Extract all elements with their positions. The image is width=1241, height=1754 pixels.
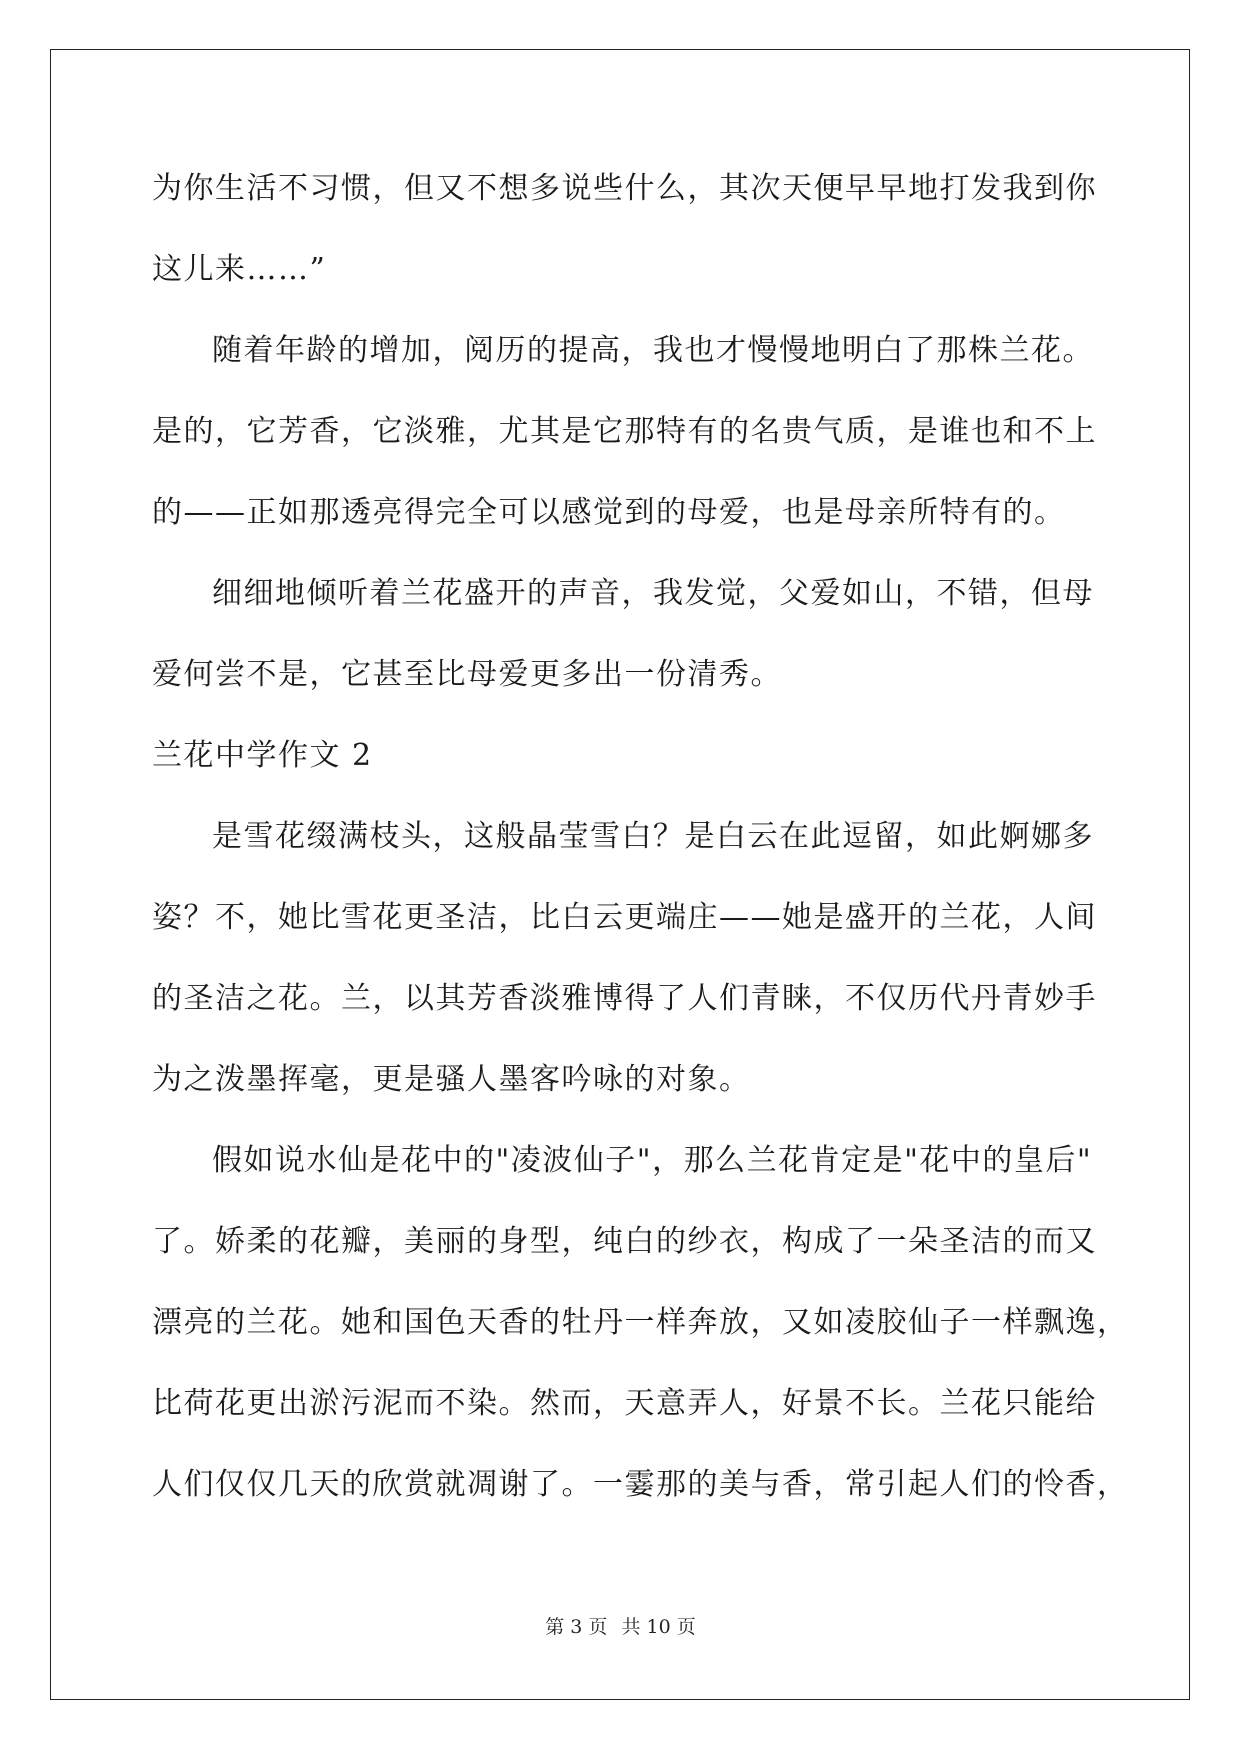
text-line: 的圣洁之花。兰，以其芳香淡雅博得了人们青睐，不仅历代丹青妙手	[152, 981, 1097, 1016]
text-line: 爱何尝不是，它甚至比母爱更多出一份清秀。	[152, 657, 782, 692]
page-footer	[0, 1612, 1241, 1639]
document-body	[152, 148, 1129, 1525]
page-number: 第 3 页	[545, 1616, 608, 1638]
text-line: 是的，它芳香，它淡雅，尤其是它那特有的名贵气质，是谁也和不上	[152, 414, 1097, 449]
text-line: 姿？不，她比雪花更圣洁，比白云更端庄——她是盛开的兰花，人间	[152, 900, 1097, 935]
text-line: 为之泼墨挥毫，更是骚人墨客吟咏的对象。	[152, 1062, 751, 1097]
text-line: 兰花中学作文 2	[152, 738, 373, 773]
text-line: 的——正如那透亮得完全可以感觉到的母爱，也是母亲所特有的。	[152, 495, 1066, 530]
text-line: 了。娇柔的花瓣，美丽的身型，纯白的纱衣，构成了一朵圣洁的而又	[152, 1224, 1097, 1259]
text-line: 这儿来……”	[152, 252, 327, 287]
text-line: 人们仅仅几天的欣赏就凋谢了。一霎那的美与香，常引起人们的怜香，	[152, 1467, 1129, 1502]
text-line: 漂亮的兰花。她和国色天香的牡丹一样奔放，又如凌胶仙子一样飘逸，	[152, 1305, 1129, 1340]
text-line: 为你生活不习惯，但又不想多说些什么，其次天便早早地打发我到你	[152, 171, 1097, 206]
text-line: 随着年龄的增加，阅历的提高，我也才慢慢地明白了那株兰花。	[212, 333, 1094, 368]
text-line: 比荷花更出淤污泥而不染。然而，天意弄人，好景不长。兰花只能给	[152, 1386, 1097, 1421]
page-total: 共 10 页	[621, 1616, 696, 1638]
text-line: 是雪花缀满枝头，这般晶莹雪白？是白云在此逗留，如此婀娜多	[212, 819, 1094, 854]
text-line: 细细地倾听着兰花盛开的声音，我发觉，父爱如山，不错，但母	[212, 576, 1094, 611]
text-line: 假如说水仙是花中的"凌波仙子"，那么兰花肯定是"花中的皇后"	[212, 1143, 1093, 1178]
